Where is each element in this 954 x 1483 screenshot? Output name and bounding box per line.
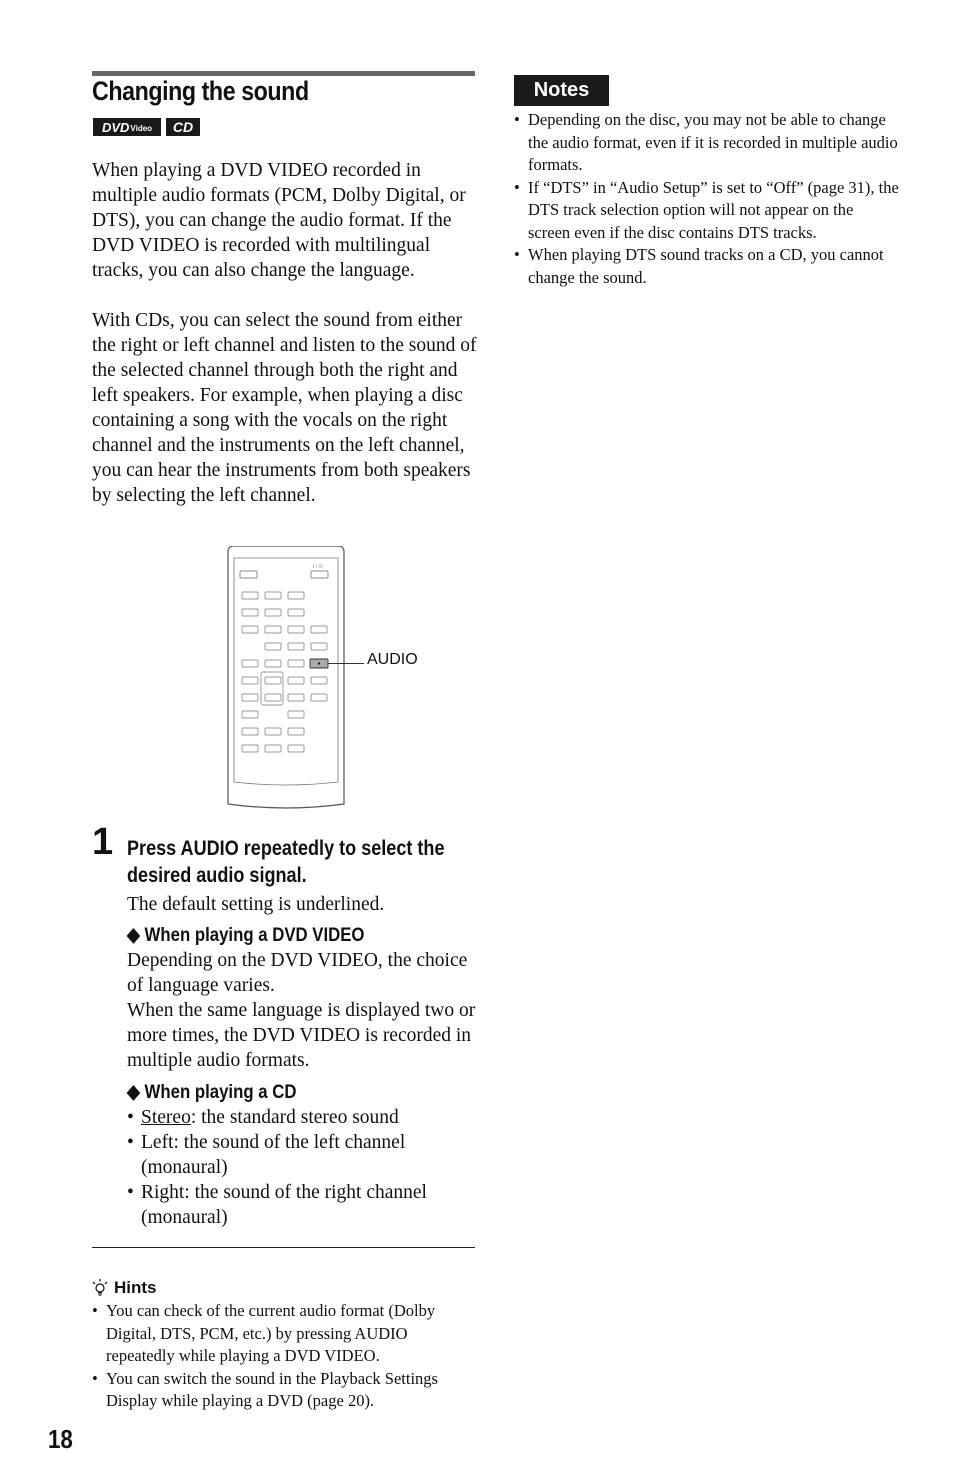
hint-item: • You can switch the sound in the Playback Settings Display while playing a DVD (page 20). — [92, 1368, 477, 1413]
hints-header — [92, 1278, 157, 1298]
hints-title: Hints — [114, 1278, 157, 1297]
bullet: • — [127, 1182, 134, 1203]
option-desc: : the sound of the left channel (monaural) — [141, 1132, 406, 1178]
notes-heading: Notes — [514, 75, 609, 106]
cd-options-list — [127, 1105, 477, 1230]
dvd-text-2: When the same language is displayed two or more times, the DVD VIDEO is recorded in multiple audio formats. — [127, 1000, 476, 1071]
intro-paragraph: When playing a DVD VIDEO recorded in multiple audio formats (PCM, Dolby Digital, or DTS), you can change the audio format. If the DVD VIDEO is recorded with multilingual tracks, you can also change the language. — [92, 160, 466, 281]
power-label: I / ⏻ — [313, 564, 323, 570]
step-number: 1 — [92, 821, 114, 863]
option-term: Right — [141, 1182, 185, 1203]
note-item: • If “DTS” in “Audio Setup” is set to “Off” (page 31), the DTS track selection option will not appear on the screen even if the disc contains DTS tracks. — [514, 177, 899, 245]
note-item: • When playing DTS sound tracks on a CD, you cannot change the sound. — [514, 244, 899, 289]
dvd-badge-main: DVD — [101, 119, 130, 135]
hints-list — [92, 1300, 477, 1413]
page-title: Changing the sound — [92, 76, 309, 106]
option-desc: : the sound of the right channel (monaural) — [141, 1182, 427, 1228]
hints-divider — [92, 1247, 475, 1248]
option-term: Stereo — [141, 1107, 191, 1128]
step-heading: Press AUDIO repeatedly to select the desired audio signal. — [127, 837, 445, 887]
bullet: • — [127, 1107, 134, 1128]
bullet: • — [127, 1132, 134, 1153]
notes-list — [514, 109, 899, 289]
dvd-subheading: ◆ When playing a DVD VIDEO — [127, 924, 365, 946]
note-item: • Depending on the disc, you may not be able to change the audio format, even if it is recorded in multiple audio formats. — [514, 109, 899, 177]
dvd-video-badge — [93, 118, 161, 136]
cd-subheading: ◆ When playing a CD — [127, 1081, 297, 1103]
cd-option-stereo — [127, 1105, 477, 1130]
note-text: Depending on the disc, you may not be able to change the audio format, even if it is recorded in multiple audio formats. — [528, 110, 898, 174]
cd-badge: CD — [166, 118, 200, 136]
note-text: If “DTS” in “Audio Setup” is set to “Off” (page 31), the DTS track selection option will not appear on the screen even if the disc contains DTS tracks. — [528, 177, 899, 242]
cd-option-right — [127, 1180, 477, 1230]
option-term: Left — [141, 1132, 174, 1153]
option-desc: : the standard stereo sound — [190, 1107, 399, 1128]
default-note: The default setting is underlined. — [127, 894, 385, 915]
page-number: 18 — [48, 1424, 73, 1454]
cd-option-left — [127, 1130, 477, 1180]
note-text: When playing DTS sound tracks on a CD, you cannot change the sound. — [528, 245, 884, 287]
audio-callout-label: AUDIO — [367, 651, 418, 668]
hint-text: You can check of the current audio format (Dolby Digital, DTS, PCM, etc.) by pressing AUDIO repeatedly while playing a DVD VIDEO. — [106, 1301, 436, 1365]
dvd-text-1: Depending on the DVD VIDEO, the choice of language varies. — [127, 950, 468, 996]
dvd-badge-sub: Video — [130, 123, 153, 133]
cd-paragraph: With CDs, you can select the sound from either the right or left channel and listen to the sound of the selected channel through both the right and left speakers. For example, when playing a disc containing a song with the vocals on the right channel and the instruments on the left channel, you can hear the instruments from both speakers by selecting the left channel. — [92, 310, 477, 506]
hint-item: • You can check of the current audio format (Dolby Digital, DTS, PCM, etc.) by pressing AUDIO repeatedly while playing a DVD VIDEO. — [92, 1300, 477, 1368]
lightbulb-icon — [92, 1279, 108, 1297]
hint-text: You can switch the sound in the Playback Settings Display while playing a DVD (page 20). — [106, 1368, 438, 1410]
remote-control-illustration — [226, 546, 366, 811]
